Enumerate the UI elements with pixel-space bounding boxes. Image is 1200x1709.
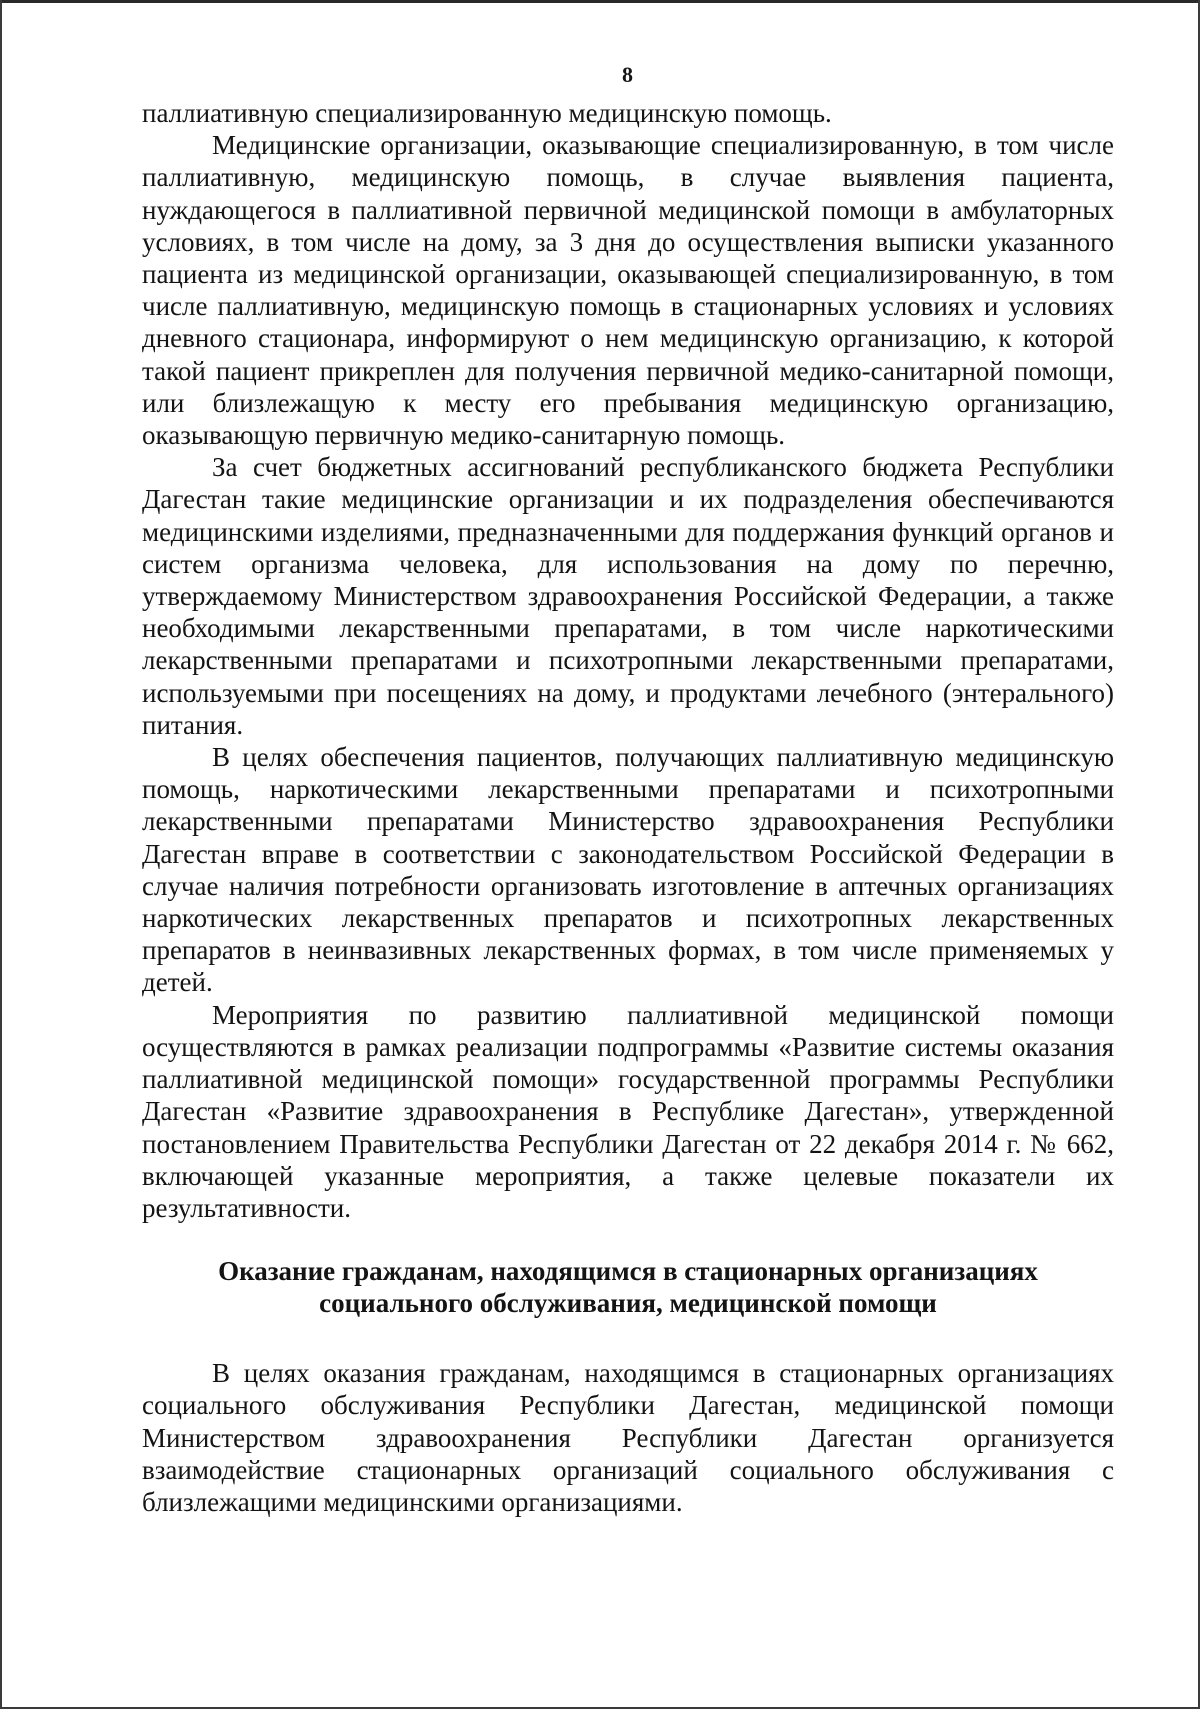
scan-edge-top [0, 0, 1200, 3]
page-number: 8 [622, 62, 633, 87]
paragraph-narcotic-drugs: В целях обеспечения пациентов, получающих паллиативную медицинскую помощь, наркотическими лекарственными препаратами и психотропными лекарственными препаратами Министерство здравоохранения Республики Дагестан вправе в соответствии с законодательством Российской Федерации в случае наличия потребности организовать изготовление в аптечных организациях наркотических лекарственных препаратов и психотропных лекарственных препаратов в неинвазивных лекарственных формах, в том числе применяемых у детей. [142, 742, 1114, 998]
paragraph-continuation: паллиативную специализированную медицинскую помощь. [142, 98, 832, 128]
heading-spacer [142, 1319, 1114, 1357]
scan-edge-left [0, 0, 2, 1709]
section-heading: Оказание гражданам, находящимся в стационарных организациях социального обслуживания, медицинской помощи [218, 1256, 1038, 1319]
paragraph-discharge-notification: Медицинские организации, оказывающие специализированную, в том числе паллиативную, медицинскую помощь, в случае выявления пациента, нуждающегося в паллиативной первичной медицинской помощи в амбулаторных условиях, в том числе на дому, за 3 дня до осуществления выписки указанного пациента из медицинской организации, оказывающей специализированную, в том числе паллиативную, медицинскую помощь в стационарных условиях и условиях дневного стационара, информируют о нем медицинскую организацию, к которой такой пациент прикреплен для получения первичной медико-санитарной помощи, или близлежащую к месту его пребывания медицинскую организацию, оказывающую первичную медико-санитарную помощь. [142, 130, 1114, 451]
paragraph-social-service: В целях оказания гражданам, находящимся в стационарных организациях социального обслуживания Республики Дагестан, медицинской помощи Министерством здравоохранения Республики Дагестан организуется взаимодействие стационарных организаций социального обслуживания с близлежащими медицинскими организациями. [142, 1358, 1114, 1517]
paragraph-subprogram: Мероприятия по развитию паллиативной медицинской помощи осуществляются в рамках реализации подпрограммы «Развитие системы оказания паллиативной медицинской помощи» государственной программы Республики Дагестан «Развитие здравоохранения в Республике Дагестан», утвержденной постановлением Правительства Республики Дагестан от 22 декабря 2014 г. № 662, включающей указанные мероприятия, а также целевые показатели их результативности. [142, 999, 1114, 1223]
paragraph-budget-funding: За счет бюджетных ассигнований республиканского бюджета Республики Дагестан такие медицинские организации и их подразделения обеспечиваются медицинскими изделиями, предназначенными для поддержания функций органов и систем организма человека, для использования на дому по перечню, утверждаемому Министерством здравоохранения Российской Федерации, а также необходимыми лекарственными препаратами, в том числе наркотическими лекарственными препаратами и психотропными лекарственными препаратами, используемыми при посещениях на дому, и продуктами лечебного (энтерального) питания. [142, 452, 1114, 740]
document-body [142, 97, 1114, 1518]
